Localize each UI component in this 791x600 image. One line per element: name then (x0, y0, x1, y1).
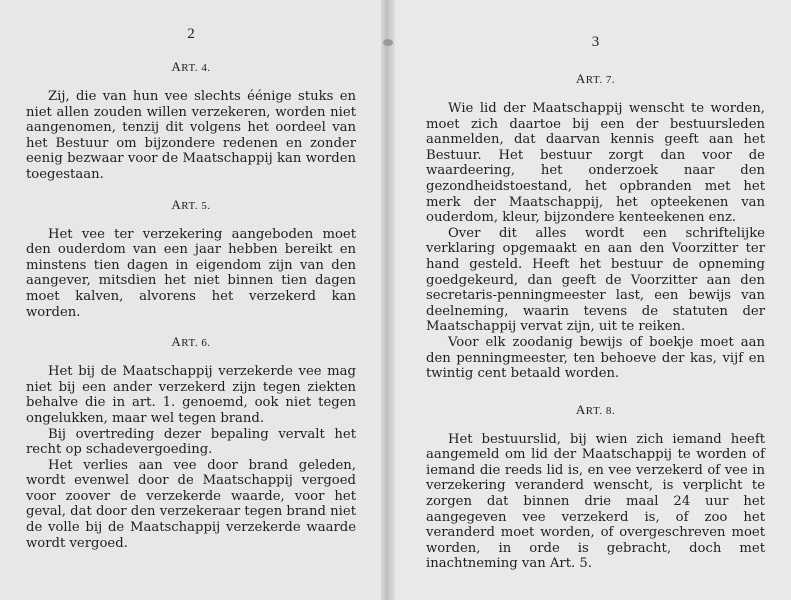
article-heading-rest: RT. 6. (181, 337, 211, 350)
book-gutter (381, 0, 395, 600)
article-6-paragraph-1: Het bij de Maatschappij verzekerde vee mag niet bij een ander verzekerd zijn tegen ziekten behalve die in art. 1. genoemd, ook niet tegen ongelukken, maar wel tegen brand. (26, 364, 356, 426)
article-5-paragraph-1: Het vee ter verzekering aangeboden moet den ouderdom van een jaar hebben bereikt en minstens tien dagen in eigendom zijn van den aangever, mitsdien het niet binnen tien dagen moet kalven, alvorens het verzekerd kan worden. (26, 226, 356, 320)
left-page (0, 0, 386, 600)
article-5-heading (26, 197, 356, 213)
page-number-right: 3 (591, 34, 600, 50)
article-7-heading (426, 71, 765, 87)
right-page (386, 0, 791, 600)
article-heading-rest: RT. 5. (181, 199, 211, 212)
article-7-paragraph-3: Voor elk zoodanig bewijs of boekje moet aan den penningmeester, ten behoeve der kas, vijf en twintig cent betaald worden. (426, 334, 765, 382)
article-8-heading (426, 402, 765, 418)
article-4-heading (26, 59, 356, 75)
article-6-heading (26, 334, 356, 350)
article-6-body (26, 364, 356, 551)
article-8-paragraph-1: Het bestuurslid, bij wien zich iemand heeft aangemeld om lid der Maatschappij te worden of iemand die reeds lid is, en vee verzekerd of vee in verzekering veranderd wenscht, is verplicht te zorgen dat binnen drie maal 24 uur het aangegeven vee verzekerd is, of zoo het veranderd moet worden, of overgeschreven moet worden, in orde is gebracht, doch met inachtneming van Art. 5. (426, 431, 765, 572)
article-heading-initial: A (171, 334, 182, 350)
article-7-paragraph-1: Wie lid der Maatschappij wenscht te worden, moet zich daartoe bij een der bestuursleden aanmelden, dat daarvan kennis geeft aan het Bestuur. Het bestuur zorgt dan voor de waardeering, het onderzoek naar den gezondheidstoestand, het opbranden met het merk der Maatschappij, het opteekenen van ouderdom, kleur, bijzondere kenteekenen enz. (426, 101, 765, 226)
article-6-paragraph-3: Het verlies aan vee door brand geleden, wordt evenwel door de Maatschappij vergoed voor zoover de verzekerde waarde, voor het geval, dat door den verzekeraar tegen brand niet de volle bij de Maatschappij verzekerde waarde wordt vergoed. (26, 457, 356, 551)
article-4-body (26, 89, 356, 183)
article-heading-initial: A (575, 71, 586, 86)
article-heading-initial: A (171, 196, 182, 212)
article-5-body (26, 227, 356, 321)
article-heading-rest: RT. 4. (181, 62, 211, 74)
article-heading-rest: RT. 7. (585, 74, 616, 86)
article-heading-rest: RT. 8. (585, 404, 616, 417)
article-4-paragraph-1: Zij, die van hun vee slechts éénige stuks en niet allen zouden willen verzekeren, worden niet aangenomen, tenzij dit volgens het oordeel van het Bestuur om bijzondere redenen en zonder eenig bezwaar voor de Maatschappij kan worden toegestaan. (26, 89, 356, 182)
article-8-body (426, 432, 765, 572)
article-7-paragraph-2: Over dit alles wordt een schriftelijke verklaring opgemaakt en aan den Voorzitter ter hand gesteld. Heeft het bestuur de opneming goedgekeurd, dan geeft de Voorzitter aan den secretaris-penningmeester last, een bewijs van deelneming, waarin tevens de statuten der Maatschappij vervat zijn, uit te reiken. (426, 225, 765, 335)
article-heading-initial: A (575, 401, 586, 417)
page-number-left: 2 (187, 26, 195, 42)
staple-mark (383, 39, 393, 46)
article-6-paragraph-2: Bij overtreding dezer bepaling vervalt het recht op schadevergoeding. (26, 426, 356, 458)
article-heading-initial: A (171, 59, 182, 74)
article-7-body (426, 101, 765, 382)
